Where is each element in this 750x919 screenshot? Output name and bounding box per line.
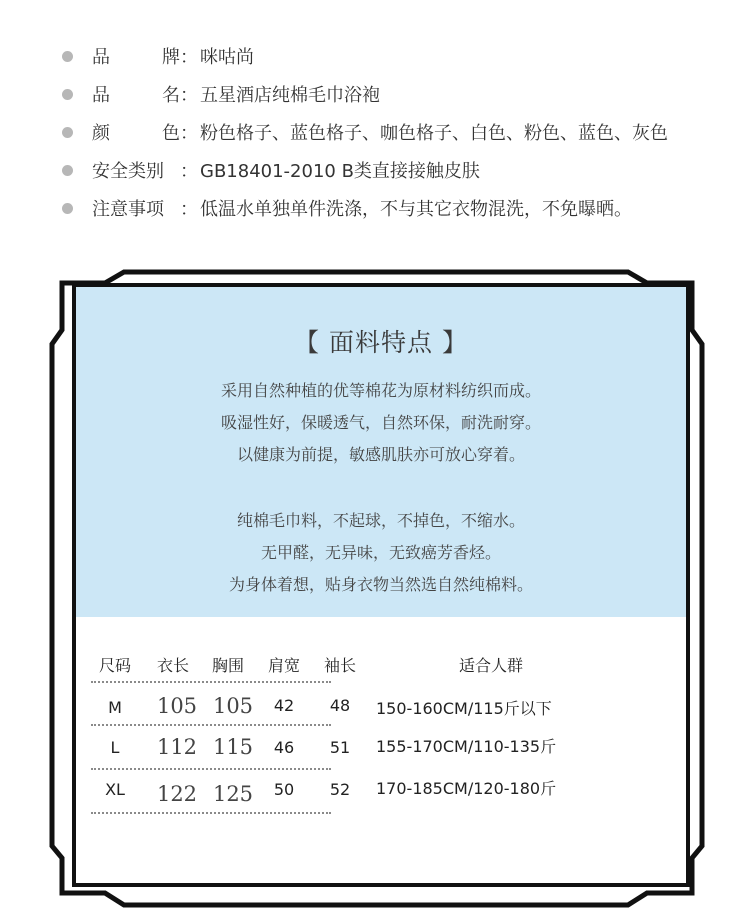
spec-value-brand: 咪咕尚 (200, 47, 254, 68)
cell-length: 105 (156, 694, 198, 718)
table-header-chest: 胸围 (211, 656, 244, 675)
spec-value-safety-class: GB18401-2010 B类直接接触皮肤 (200, 161, 480, 182)
table-row-divider (91, 768, 331, 770)
spec-value-product-name: 五星酒店纯棉毛巾浴袍 (200, 85, 380, 106)
feature-line: 无甲醛，无异味，无致癌芳香烃。 (260, 543, 501, 562)
feature-line: 以健康为前提，敏感肌肤亦可放心穿着。 (236, 445, 525, 464)
cell-chest: 105 (212, 694, 254, 718)
spec-value-color: 粉色格子、蓝色格子、咖色格子、白色、粉色、蓝色、灰色 (200, 123, 668, 144)
cell-fit: 150-160CM/115斤以下 (376, 699, 552, 718)
spec-key-char: 品 (92, 85, 110, 106)
feature-line: 采用自然种植的优等棉花为原材料纺织而成。 (220, 381, 541, 400)
cell-sleeve: 51 (329, 738, 351, 757)
fabric-features-title: 【 面料特点 】 (294, 328, 468, 357)
table-header-shoulder: 肩宽 (267, 656, 300, 675)
spec-colon: ： (180, 47, 198, 68)
spec-key-char: 色 (162, 123, 180, 144)
cell-size: L (110, 738, 120, 757)
cell-fit: 155-170CM/110-135斤 (376, 737, 557, 756)
spec-colon: ： (180, 123, 198, 144)
fabric-features-panel (76, 287, 686, 617)
cell-shoulder: 46 (273, 738, 295, 757)
table-header-sleeve: 袖长 (323, 656, 356, 675)
cell-size: M (108, 698, 122, 717)
spec-key-char: 牌 (162, 47, 180, 68)
fabric-card (76, 287, 686, 883)
table-header-fit: 适合人群 (458, 656, 523, 675)
cell-chest: 115 (212, 735, 254, 759)
cell-shoulder: 42 (273, 696, 295, 715)
table-header-length: 衣长 (156, 656, 189, 675)
feature-line: 吸湿性好，保暖透气，自然环保，耐洗耐穿。 (220, 413, 541, 432)
cell-sleeve: 52 (329, 780, 351, 799)
cell-length: 122 (156, 782, 198, 806)
cell-size: XL (105, 780, 125, 799)
cell-fit: 170-185CM/120-180斤 (376, 779, 557, 798)
spec-value-care-notes: 低温水单独单件洗涤，不与其它衣物混洗，不免曝晒。 (200, 199, 632, 220)
cell-chest: 125 (212, 782, 254, 806)
table-row-divider (91, 724, 331, 726)
spec-key-care-notes: 注意事项 (92, 199, 164, 220)
spec-colon: ： (180, 85, 198, 106)
table-row-divider (91, 812, 331, 814)
spec-colon: ： (180, 199, 198, 220)
feature-line: 纯棉毛巾料，不起球，不掉色，不缩水。 (236, 511, 525, 530)
spec-key-char: 品 (92, 47, 110, 68)
spec-key-char: 颜 (92, 123, 110, 144)
cell-length: 112 (156, 735, 198, 759)
table-header-size: 尺码 (98, 656, 131, 675)
table-row-divider (91, 681, 331, 683)
spec-key-char: 名 (162, 85, 180, 106)
cell-shoulder: 50 (273, 780, 295, 799)
cell-sleeve: 48 (329, 696, 351, 715)
spec-key-safety-class: 安全类别 (92, 161, 164, 182)
feature-line: 为身体着想，贴身衣物当然选自然纯棉料。 (228, 575, 533, 594)
spec-colon: ： (180, 161, 198, 182)
